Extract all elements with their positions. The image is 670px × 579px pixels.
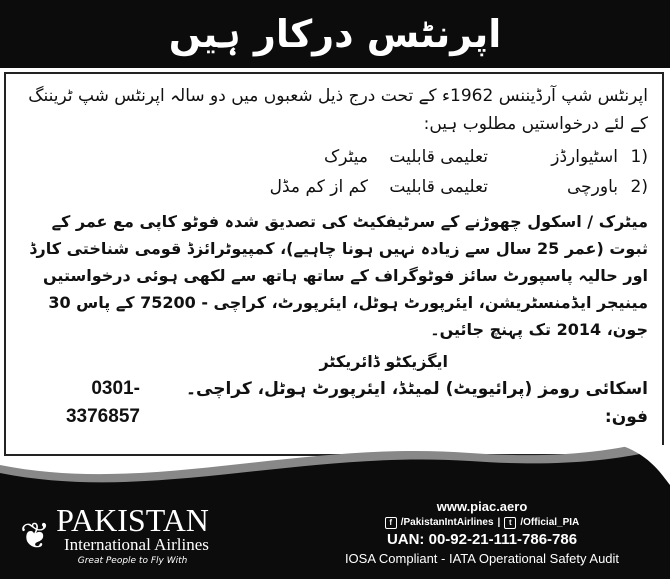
job-number: (1 xyxy=(630,147,648,167)
contact-line xyxy=(20,375,648,431)
logo-subtitle: International Airlines xyxy=(63,535,209,554)
job-name: باورچی xyxy=(566,177,618,197)
logo-name: PAKISTAN xyxy=(56,502,209,538)
job-item xyxy=(20,142,648,172)
facebook-link[interactable]: /PakistanIntAirlines xyxy=(400,517,494,528)
twitter-link[interactable]: /Official_PIA xyxy=(520,517,580,528)
facebook-icon: f xyxy=(385,517,397,529)
footer-info xyxy=(312,498,652,567)
separator: | xyxy=(497,517,501,528)
job-number: (2 xyxy=(630,177,648,197)
job-item xyxy=(20,172,648,202)
uan-number: UAN: 00-92-21-111-786-786 xyxy=(386,531,578,548)
pia-logo xyxy=(20,502,209,567)
ad-title: اپرنٹس درکار ہیں xyxy=(168,12,502,56)
signatory: ایگزیکٹو ڈائریکٹر xyxy=(319,352,448,371)
pia-logo-mark-icon: ❦ xyxy=(20,515,51,557)
contact-phone: 0301-3376857 xyxy=(65,378,140,427)
qualification-label: تعلیمی قابلیت xyxy=(389,147,488,167)
intro-text: اپرنٹس شپ آرڈیننس 1962ء کے تحت درج ذیل شعبوں میں دو سالہ اپرنٹس شپ ٹریننگ کے لئے درخواستیں مطلوب ہیں: xyxy=(28,86,648,134)
instructions-text: میٹرک / اسکول چھوڑنے کے سرٹیفکیٹ کی تصدیق شدہ فوٹو کاپی مع عمر کے ثبوت (عمر 25 سال سے زیادہ نہیں ہونا چاہیے)، کمپیوٹرائزڈ قومی شناختی کارڈ اور حالیہ پاسپورٹ سائز فوٹوگراف کے ساتھ ہاتھ سے لکھی ہوئی درخواستیں مینیجر ایڈمنسٹریشن، ایئرپورٹ ہوٹل، ایئرپورٹ، کراچی - 75200 کے پاس 30 جون، 2014 تک پہنچ جائیں۔ xyxy=(29,212,648,339)
contact-address: اسکائی رومز (پرائیویٹ) لمیٹڈ، ایئرپورٹ ہوٹل، کراچی۔ فون: xyxy=(186,379,648,427)
website-link[interactable]: www.piac.aero xyxy=(436,499,528,514)
social-links xyxy=(312,515,652,530)
iosa-text: IOSA Compliant - IATA Operational Safety Audit xyxy=(344,551,620,566)
qualification-value: میٹرک xyxy=(324,147,368,167)
job-list xyxy=(20,142,648,202)
job-name: اسٹیوارڈز xyxy=(551,147,618,167)
logo-tagline: Great People to Fly With xyxy=(77,556,188,566)
qualification-value: کم از کم مڈل xyxy=(269,177,368,197)
ad-body xyxy=(4,72,664,456)
qualification-label: تعلیمی قابلیت xyxy=(389,177,488,197)
ad-header xyxy=(0,0,670,68)
twitter-icon: t xyxy=(504,517,516,529)
